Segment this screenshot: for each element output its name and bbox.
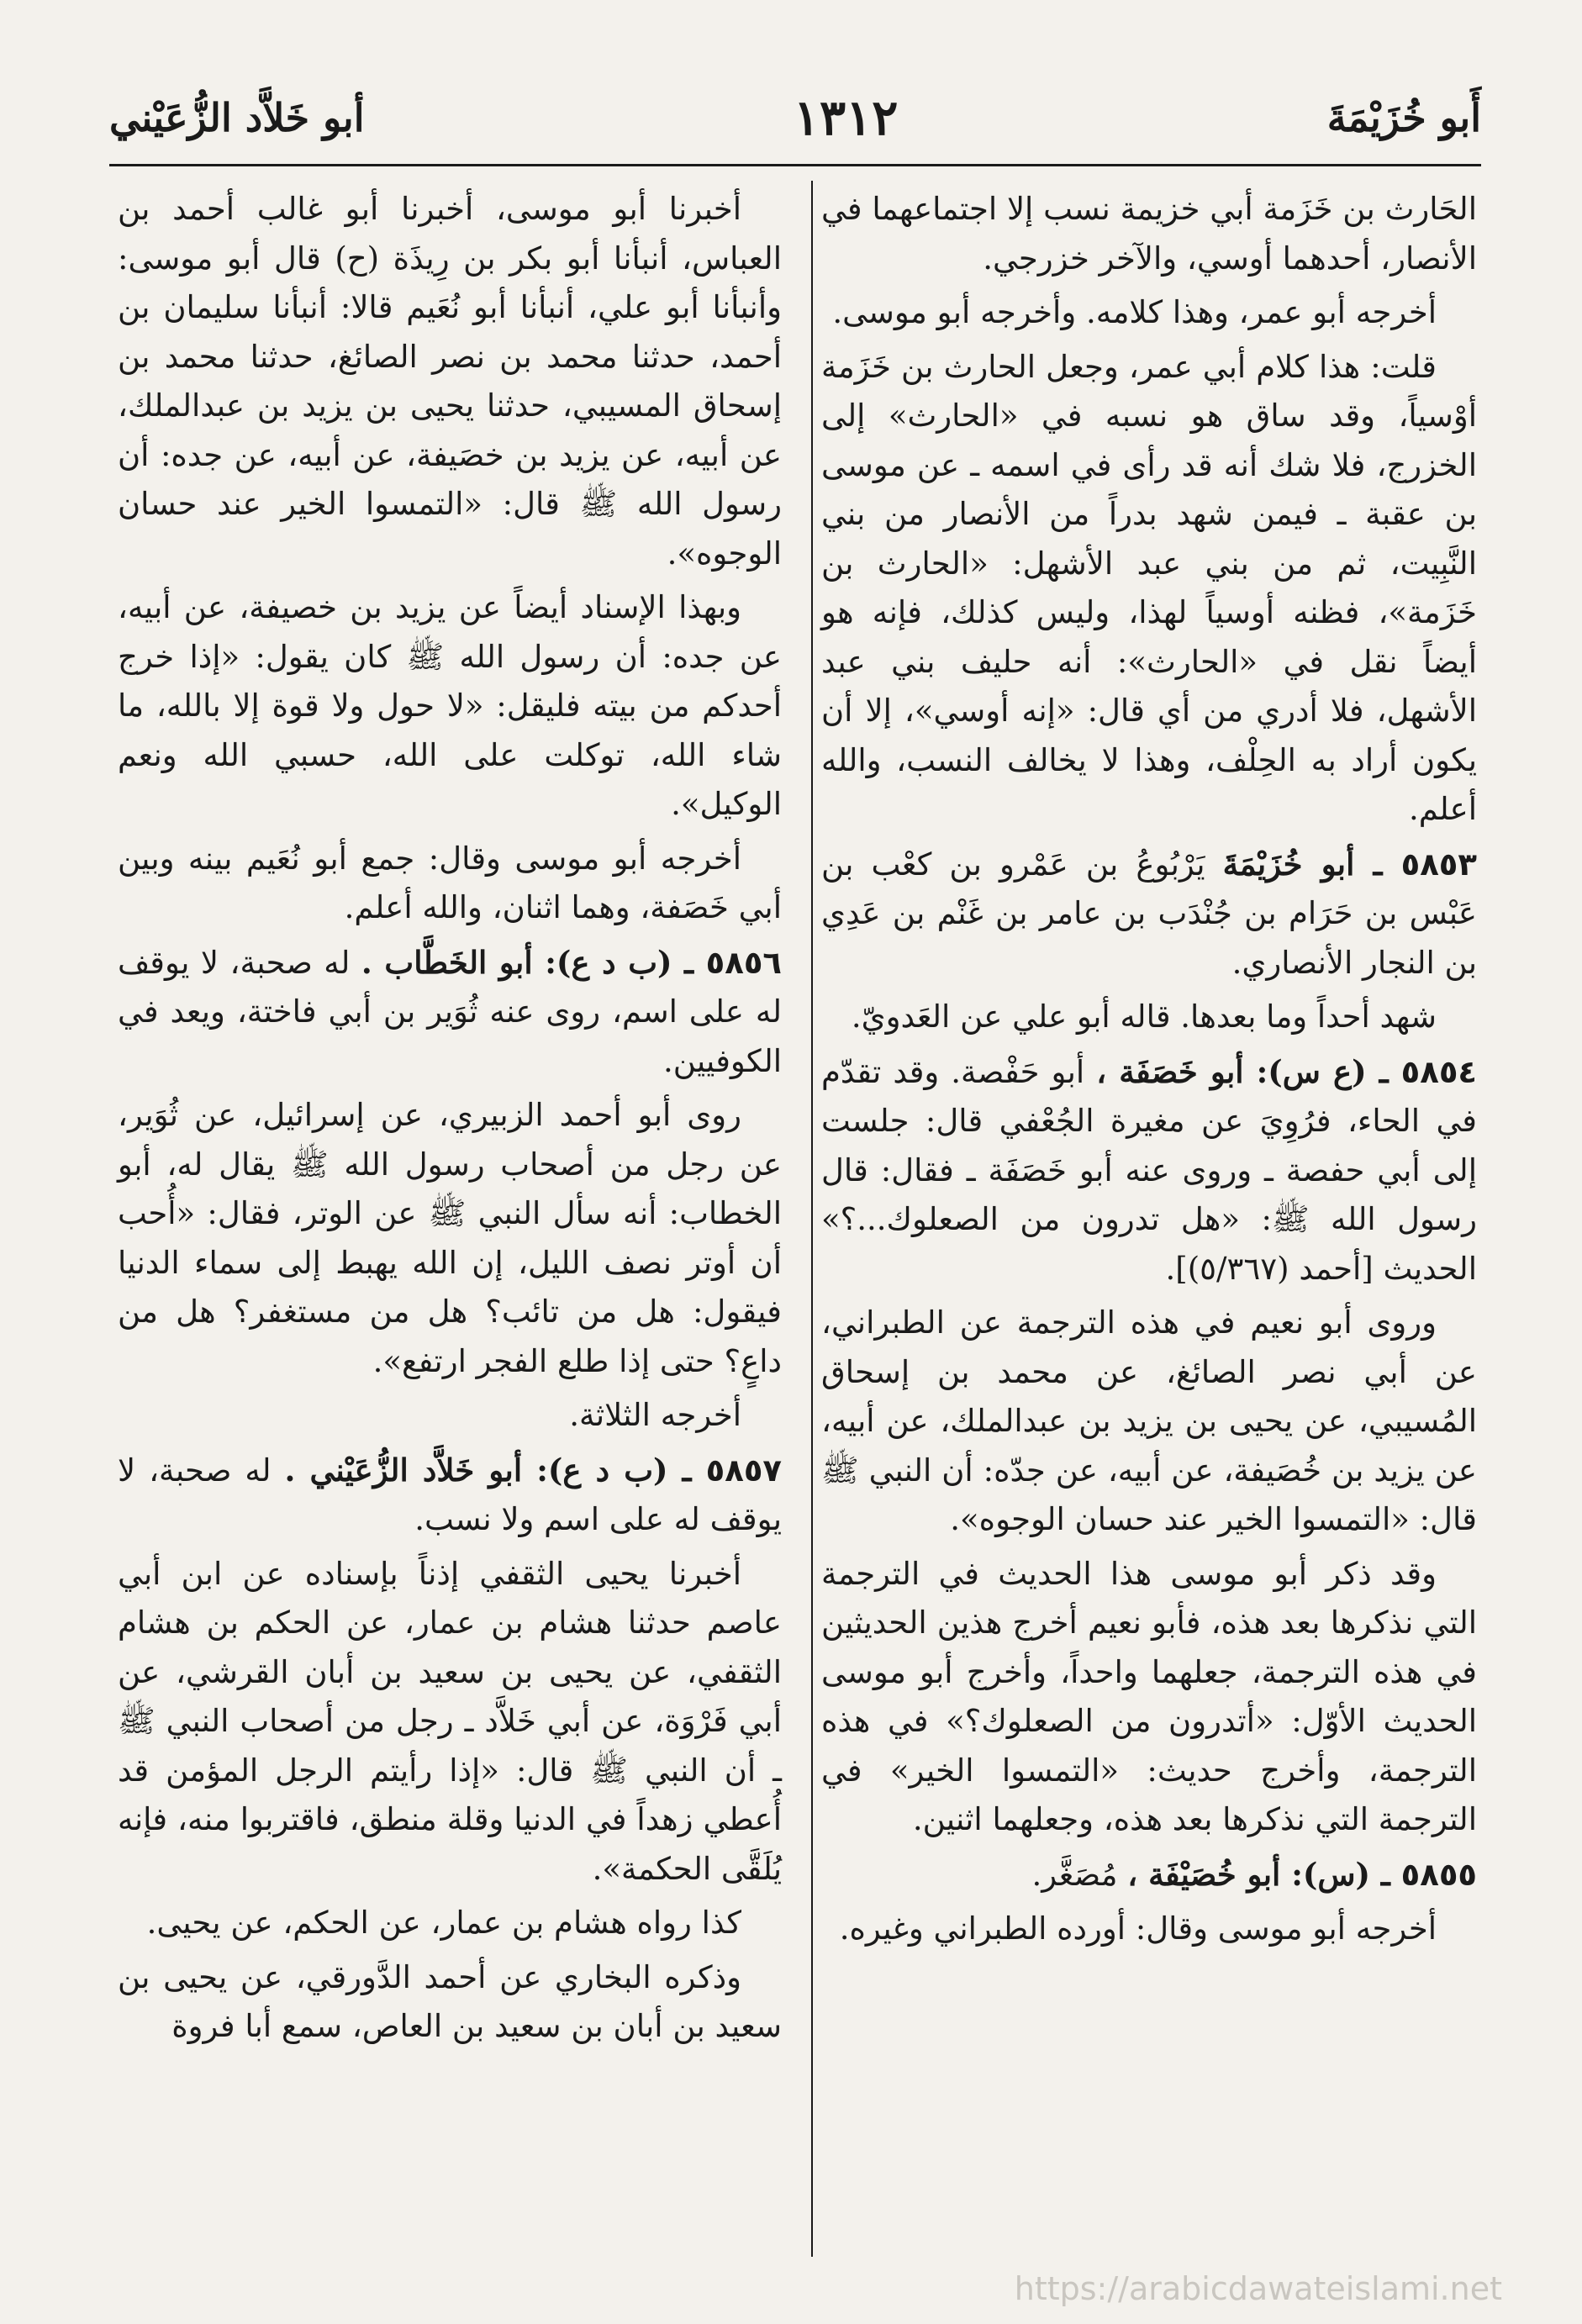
biography-entry bbox=[821, 840, 1477, 988]
entry-number: ٥٨٥٧ bbox=[705, 1452, 782, 1489]
header-rule bbox=[109, 164, 1481, 166]
watermark-url: https://arabicdawateislami.net bbox=[1014, 2270, 1502, 2307]
page-number: ١٣١٢ bbox=[793, 89, 899, 146]
paragraph: كذا رواه هشام بن عمار، عن الحكم، عن يحيى. bbox=[146, 1905, 741, 1941]
entry-number: ٥٨٥٥ bbox=[1400, 1856, 1477, 1893]
biography-entry bbox=[118, 938, 782, 1087]
column-divider bbox=[811, 181, 813, 2257]
entry-heading: ـ أبو خُزَيْمَةَ bbox=[1222, 845, 1401, 883]
entry-heading: ـ (ب د ع): أبو خَلاَّد الزُّعَيْني . bbox=[284, 1451, 706, 1489]
entry-text: له صحبة، لا يوقف له على اسم، روى عنه ثُوَير بن أبي فاختة، ويعد في الكوفيين. bbox=[118, 944, 782, 1079]
left-column bbox=[118, 185, 782, 2057]
paragraph: وذكره البخاري عن أحمد الدَّورقي، عن يحيى بن سعيد بن أبان بن سعيد بن العاص، سمع أبا فروة bbox=[118, 1958, 782, 2044]
biography-entry bbox=[821, 1850, 1477, 1900]
paragraph: وقد ذكر أبو موسى هذا الحديث في الترجمة التي نذكرها بعد هذه، فأبو نعيم أخرج هذين الحديثين في هذه الترجمة، جعلهما واحداً، وأخرج أبو موسى الحديث الأوّل: «أتدرون من الصعلوك؟» في هذه الترجمة، وأخرج حديث: «التمسوا الخير» في الترجمة التي نذكرها بعد هذه، وجعلهما اثنين. bbox=[821, 1555, 1477, 1837]
entry-heading: ـ (ع س): أبو خَصَفَة ، bbox=[1096, 1052, 1401, 1090]
paragraph: روى أبو أحمد الزبيري، عن إسرائيل، عن ثُوَير، عن رجل من أصحاب رسول الله ﷺ يقال له، أبو الخطاب: أنه سأل النبي ﷺ عن الوتر، فقال: «أُحب أن أوتر نصف الليل، إن الله يهبط إلى سماء الدنيا فيقول: هل من تائب؟ هل من مستغفر؟ هل من داعٍ؟ حتى إذا طلع الفجر ارتفع». bbox=[118, 1097, 782, 1379]
biography-entry bbox=[118, 1446, 782, 1545]
entry-number: ٥٨٥٣ bbox=[1400, 846, 1477, 883]
running-header bbox=[109, 84, 1481, 151]
right-running-title: أَبو خُزَيْمَةَ bbox=[1326, 95, 1481, 140]
paragraph: وروى أبو نعيم في هذه الترجمة عن الطبراني، عن أبي نصر الصائغ، عن محمد بن إسحاق المُسيبي، عن يحيى بن يزيد بن عبدالملك، عن أبيه، عن يزيد بن خُصَيفة، عن أبيه، عن جدّه: أن النبي ﷺ قال: «التمسوا الخير عند حسان الوجوه». bbox=[821, 1304, 1477, 1537]
entry-heading: ـ (ب د ع): أبو الخَطَّاب . bbox=[361, 943, 706, 981]
entry-text: مُصَغَّر. bbox=[1031, 1856, 1128, 1893]
paragraph: أخرجه أبو عمر، وهذا كلامه. وأخرجه أبو موسى. bbox=[832, 294, 1437, 330]
paragraph: الحَارث بن خَزَمة أبي خزيمة نسب إلا اجتماعهما في الأنصار، أحدهما أوسي، والآخر خزرجي. bbox=[821, 191, 1477, 277]
paragraph: أخبرنا أبو موسى، أخبرنا أبو غالب أحمد بن العباس، أنبأنا أبو بكر بن رِيذَة (ح) قال أبو موسى: وأنبأنا أبو علي، أنبأنا أبو نُعَيم قالا: أنبأنا سليمان بن أحمد، حدثنا محمد بن نصر الصائغ، حدثنا محمد بن إسحاق المسيبي، حدثنا يحيى بن يزيد بن عبدالملك، عن أبيه، عن يزيد بن خصَيفة، عن أبيه، عن جده: أن رسول الله ﷺ قال: «التمسوا الخير عند حسان الوجوه». bbox=[118, 191, 782, 572]
entry-text: له صحبة، لا يوقف له على اسم ولا نسب. bbox=[118, 1452, 782, 1537]
entry-heading: ـ (س): أبو خُصَيْفَة ، bbox=[1127, 1855, 1401, 1893]
paragraph: شهد أحداً وما بعدها. قاله أبو علي عن العَدويّ. bbox=[851, 999, 1437, 1035]
paragraph: أخرجه أبو موسى وقال: أورده الطبراني وغيره. bbox=[839, 1910, 1437, 1947]
entry-text: أبو حَفْصة. وقد تقدّم في الحاء، فرُوِيَ عن مغيرة الجُعْفي قال: جلست إلى أبي حفصة ـ وروى عنه أبو خَصَفَة ـ فقال: قال رسول الله ﷺ: «هل تدرون من الصعلوك...؟» الحديث [أحمد (٥/٣٦٧)]. bbox=[821, 1053, 1477, 1287]
biography-entry bbox=[821, 1047, 1477, 1294]
paragraph: أخرجه أبو موسى وقال: جمع أبو نُعَيم بينه وبين أبي خَصَفة، وهما اثنان، والله أعلم. bbox=[118, 840, 782, 925]
right-column bbox=[821, 185, 1477, 1959]
paragraph: أخبرنا يحيى الثقفي إذناً بإسناده عن ابن أبي عاصم حدثنا هشام بن عمار، عن الحكم بن هشام الثقفي، عن يحيى بن سعيد بن أبان القرشي، عن أبي فَرْوَة، عن أبي خَلاَّد ـ رجل من أصحاب النبي ﷺ ـ أن النبي ﷺ قال: «إذا رأيتم الرجل المؤمن قد أُعطي زهداً في الدنيا وقلة منطق، فاقتربوا منه، فإنه يُلَقَّى الحكمة». bbox=[118, 1555, 782, 1887]
paragraph: وبهذا الإسناد أيضاً عن يزيد بن خصيفة، عن أبيه، عن جده: أن رسول الله ﷺ كان يقول: «إذا خرج أحدكم من بيته فليقل: «لا حول ولا قوة إلا بالله، ما شاء الله، توكلت على الله، حسبي الله ونعم الوكيل». bbox=[118, 589, 782, 822]
paragraph: قلت: هذا كلام أبي عمر، وجعل الحارث بن خَزَمة أوْسياً، وقد ساق هو نسبه في «الحارث» إلى الخزرج، فلا شك أنه قد رأى في اسمه ـ عن موسى بن عقبة ـ فيمن شهد بدراً من الأنصار من بني النَّبِيت، ثم من بني عبد الأشهل: «الحارث بن خَزَمة»، فظنه أوسياً لهذا، وليس كذلك، فإنه هو أيضاً نقل في «الحارث»: أنه حليف بني عبد الأشهل، فلا أدري من أي قال: «إنه أوسي»، إلا أن يكون أراد به الحِلْف، وهذا لا يخالف النسب، والله أعلم. bbox=[821, 348, 1477, 827]
entry-number: ٥٨٥٤ bbox=[1400, 1053, 1477, 1090]
paragraph: أخرجه الثلاثة. bbox=[569, 1397, 741, 1433]
entry-number: ٥٨٥٦ bbox=[705, 944, 782, 981]
entry-text: يَرْبُوعُ بن عَمْرو بن كعْب بن عَبْس بن حَرَام بن جُنْدَب بن عامر بن غَنْم بن عَدِي بن النجار الأنصاري. bbox=[821, 846, 1477, 981]
left-running-title: أبو خَلاَّد الزُّعَيْني bbox=[109, 95, 365, 140]
